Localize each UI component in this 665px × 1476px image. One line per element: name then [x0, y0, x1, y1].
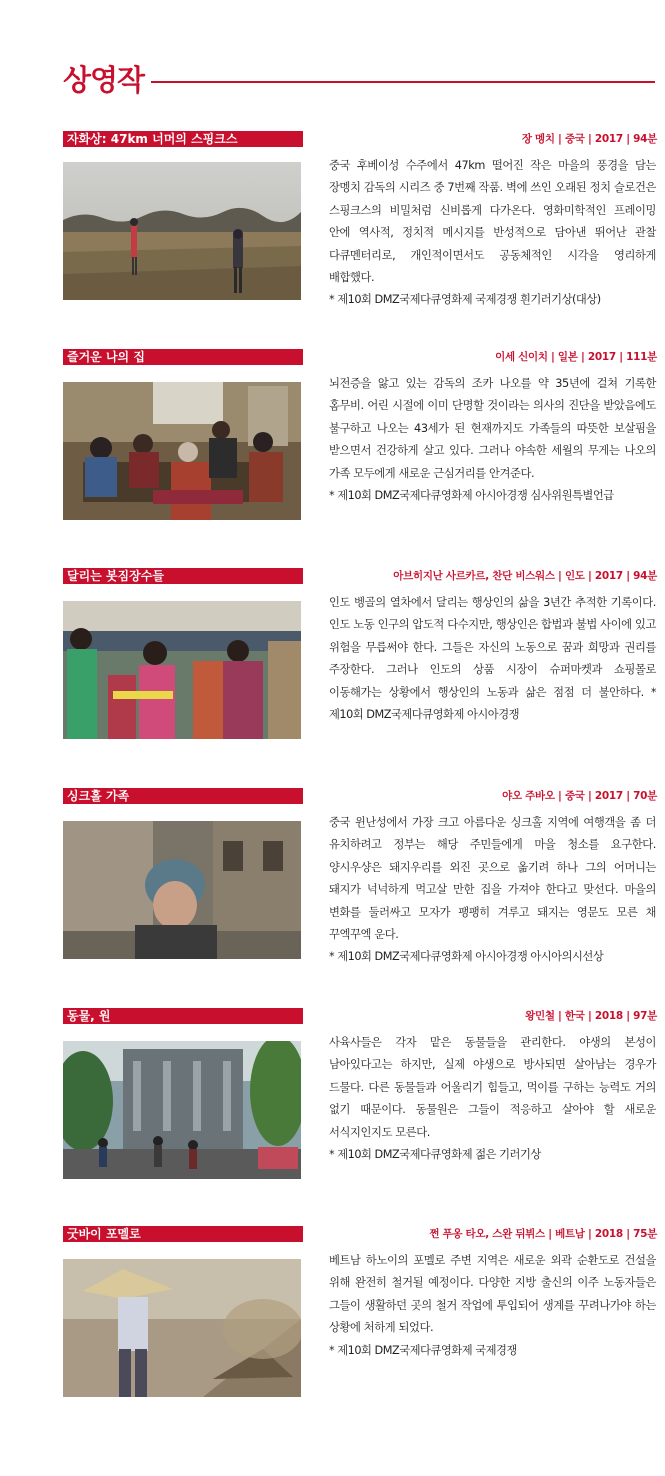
film-title-bar — [63, 1226, 303, 1242]
film-title-bar — [63, 1008, 303, 1024]
film-title: 달리는 봇짐장수들 — [67, 569, 164, 583]
film-title-bar — [63, 788, 303, 804]
synopsis-text: 인도 벵골의 열차에서 달리는 행상인의 삶을 3년간 추적한 기록이다. 인도 노동 인구의 압도적 다수지만, 행상인은 합법과 불법 사이에 있고 위험을 무릅써야 한다. 그들은 자신의 노동으로 꿈과 희망과 권리를 주장한다. 그러나 인도의 상품 시장이 슈퍼마켓과 쇼핑몰로 이동해가는 상황에서 행상인의 노동과 삶은 점점 더 불안하다. — [329, 596, 656, 699]
film-title-bar — [63, 568, 303, 584]
film-synopsis — [329, 1032, 656, 1166]
film-award: * 제10회 DMZ국제다큐영화제 국제경쟁 — [329, 1343, 517, 1357]
synopsis-text: 뇌전증을 앓고 있는 감독의 조카 나오를 약 35년에 걸쳐 기록한 홈무비. 어린 시절에 이미 단명할 것이라는 의사의 진단을 받았음에도 불구하고 나오는 43세가 된 현재까지도 가족들의 따뜻한 보살핌을 받으면서 건강하게 살고 있다. 그러나 야속한 세월의 무게는 나오의 가족 모두에게 새로운 근심거리를 안겨준다. — [329, 377, 656, 480]
film-credits: 아브히지난 사르카르, 찬단 비스워스 | 인도 | 2017 | 94분 — [393, 570, 657, 582]
film-still — [63, 1041, 301, 1179]
film-award: * 제10회 DMZ국제다큐영화제 국제경쟁 흰기러기상(대상) — [329, 293, 601, 307]
film-still — [63, 821, 301, 959]
film-award: * 제10회 DMZ국제다큐영화제 아시아경쟁 아시아의시선상 — [329, 950, 604, 964]
synopsis-text: 사육사들은 각자 맡은 동물들을 관리한다. 야생의 본성이 남아있다고는 하지만, 실제 야생으로 방사되면 살아남는 경우가 드물다. 다른 동물들과 어울리기 힘들고, 먹이를 구하는 능력도 거의 없기 때문이다. 동물원은 그들이 적응하고 살아야 할 새로운 서식지인지도 모른다. — [329, 1036, 656, 1139]
film-title: 싱크홀 가족 — [67, 789, 130, 803]
film-award: * 제10회 DMZ국제다큐영화제 아시아경쟁 — [329, 685, 656, 722]
film-still — [63, 162, 301, 300]
film-credits: 쩐 푸옹 타오, 스완 뒤뷔스 | 베트남 | 2018 | 75분 — [429, 1228, 657, 1240]
film-credits: 왕민철 | 한국 | 2018 | 97분 — [525, 1010, 657, 1022]
synopsis-text: 중국 윈난성에서 가장 크고 아름다운 싱크홀 지역에 여행객을 좀 더 유치하려고 정부는 해당 주민들에게 마을 청소를 요구한다. 양시우샹은 돼지우리를 외진 곳으로 옮기려 하나 그의 어머니는 돼지가 넉넉하게 먹고살 만한 집을 가져야 한다고 맞선다. 마을의 변화를 둘러싸고 모자가 팽팽히 겨루고 돼지는 영문도 모른 채 꾸엑꾸엑 운다. — [329, 816, 656, 942]
header-rule — [151, 81, 655, 83]
film-credits: 야오 주바오 | 중국 | 2017 | 70분 — [502, 790, 657, 802]
film-synopsis — [329, 1250, 656, 1362]
film-still — [63, 382, 301, 520]
film-credits: 장 멩치 | 중국 | 2017 | 94분 — [521, 133, 657, 145]
section-header — [63, 60, 655, 100]
film-still — [63, 601, 301, 739]
film-synopsis — [329, 373, 656, 507]
film-synopsis — [329, 592, 656, 726]
film-title: 즐거운 나의 집 — [67, 350, 145, 364]
synopsis-text: 중국 후베이성 수주에서 47km 떨어진 작은 마을의 풍경을 담는 장멩치 감독의 시리즈 중 7번째 작품. 벽에 쓰인 오래된 정치 슬로건은 스핑크스의 비밀처럼 신비롭게 다가온다. 영화미학적인 프레이밍 안에 역사적, 정치적 메시지를 반성적으로 담아낸 뛰어난 관찰 다큐멘터리로, 개인적이면서도 공동체적인 시각을 영리하게 배합했다. — [329, 159, 656, 285]
page-title: 상영작 — [63, 63, 145, 97]
film-title-bar — [63, 131, 303, 147]
film-title: 자화상: 47km 너머의 스핑크스 — [67, 132, 238, 146]
film-award: * 제10회 DMZ국제다큐영화제 젊은 기러기상 — [329, 1148, 541, 1162]
film-credits: 이세 신이치 | 일본 | 2017 | 111분 — [495, 351, 657, 363]
film-title: 동물, 원 — [67, 1009, 111, 1023]
film-still — [63, 1259, 301, 1397]
film-synopsis — [329, 155, 656, 312]
film-title: 굿바이 포멜로 — [67, 1227, 141, 1241]
synopsis-text: 베트남 하노이의 포멜로 주변 지역은 새로운 외곽 순환도로 건설을 위해 완전히 철거될 예정이다. 다양한 지방 출신의 이주 노동자들은 그들이 생활하던 곳의 철거 작업에 투입되어 생계를 꾸려나가야 하는 상황에 처하게 되었다. — [329, 1254, 656, 1335]
film-title-bar — [63, 349, 303, 365]
film-synopsis — [329, 812, 656, 969]
film-award: * 제10회 DMZ국제다큐영화제 아시아경쟁 심사위원특별언급 — [329, 489, 614, 503]
